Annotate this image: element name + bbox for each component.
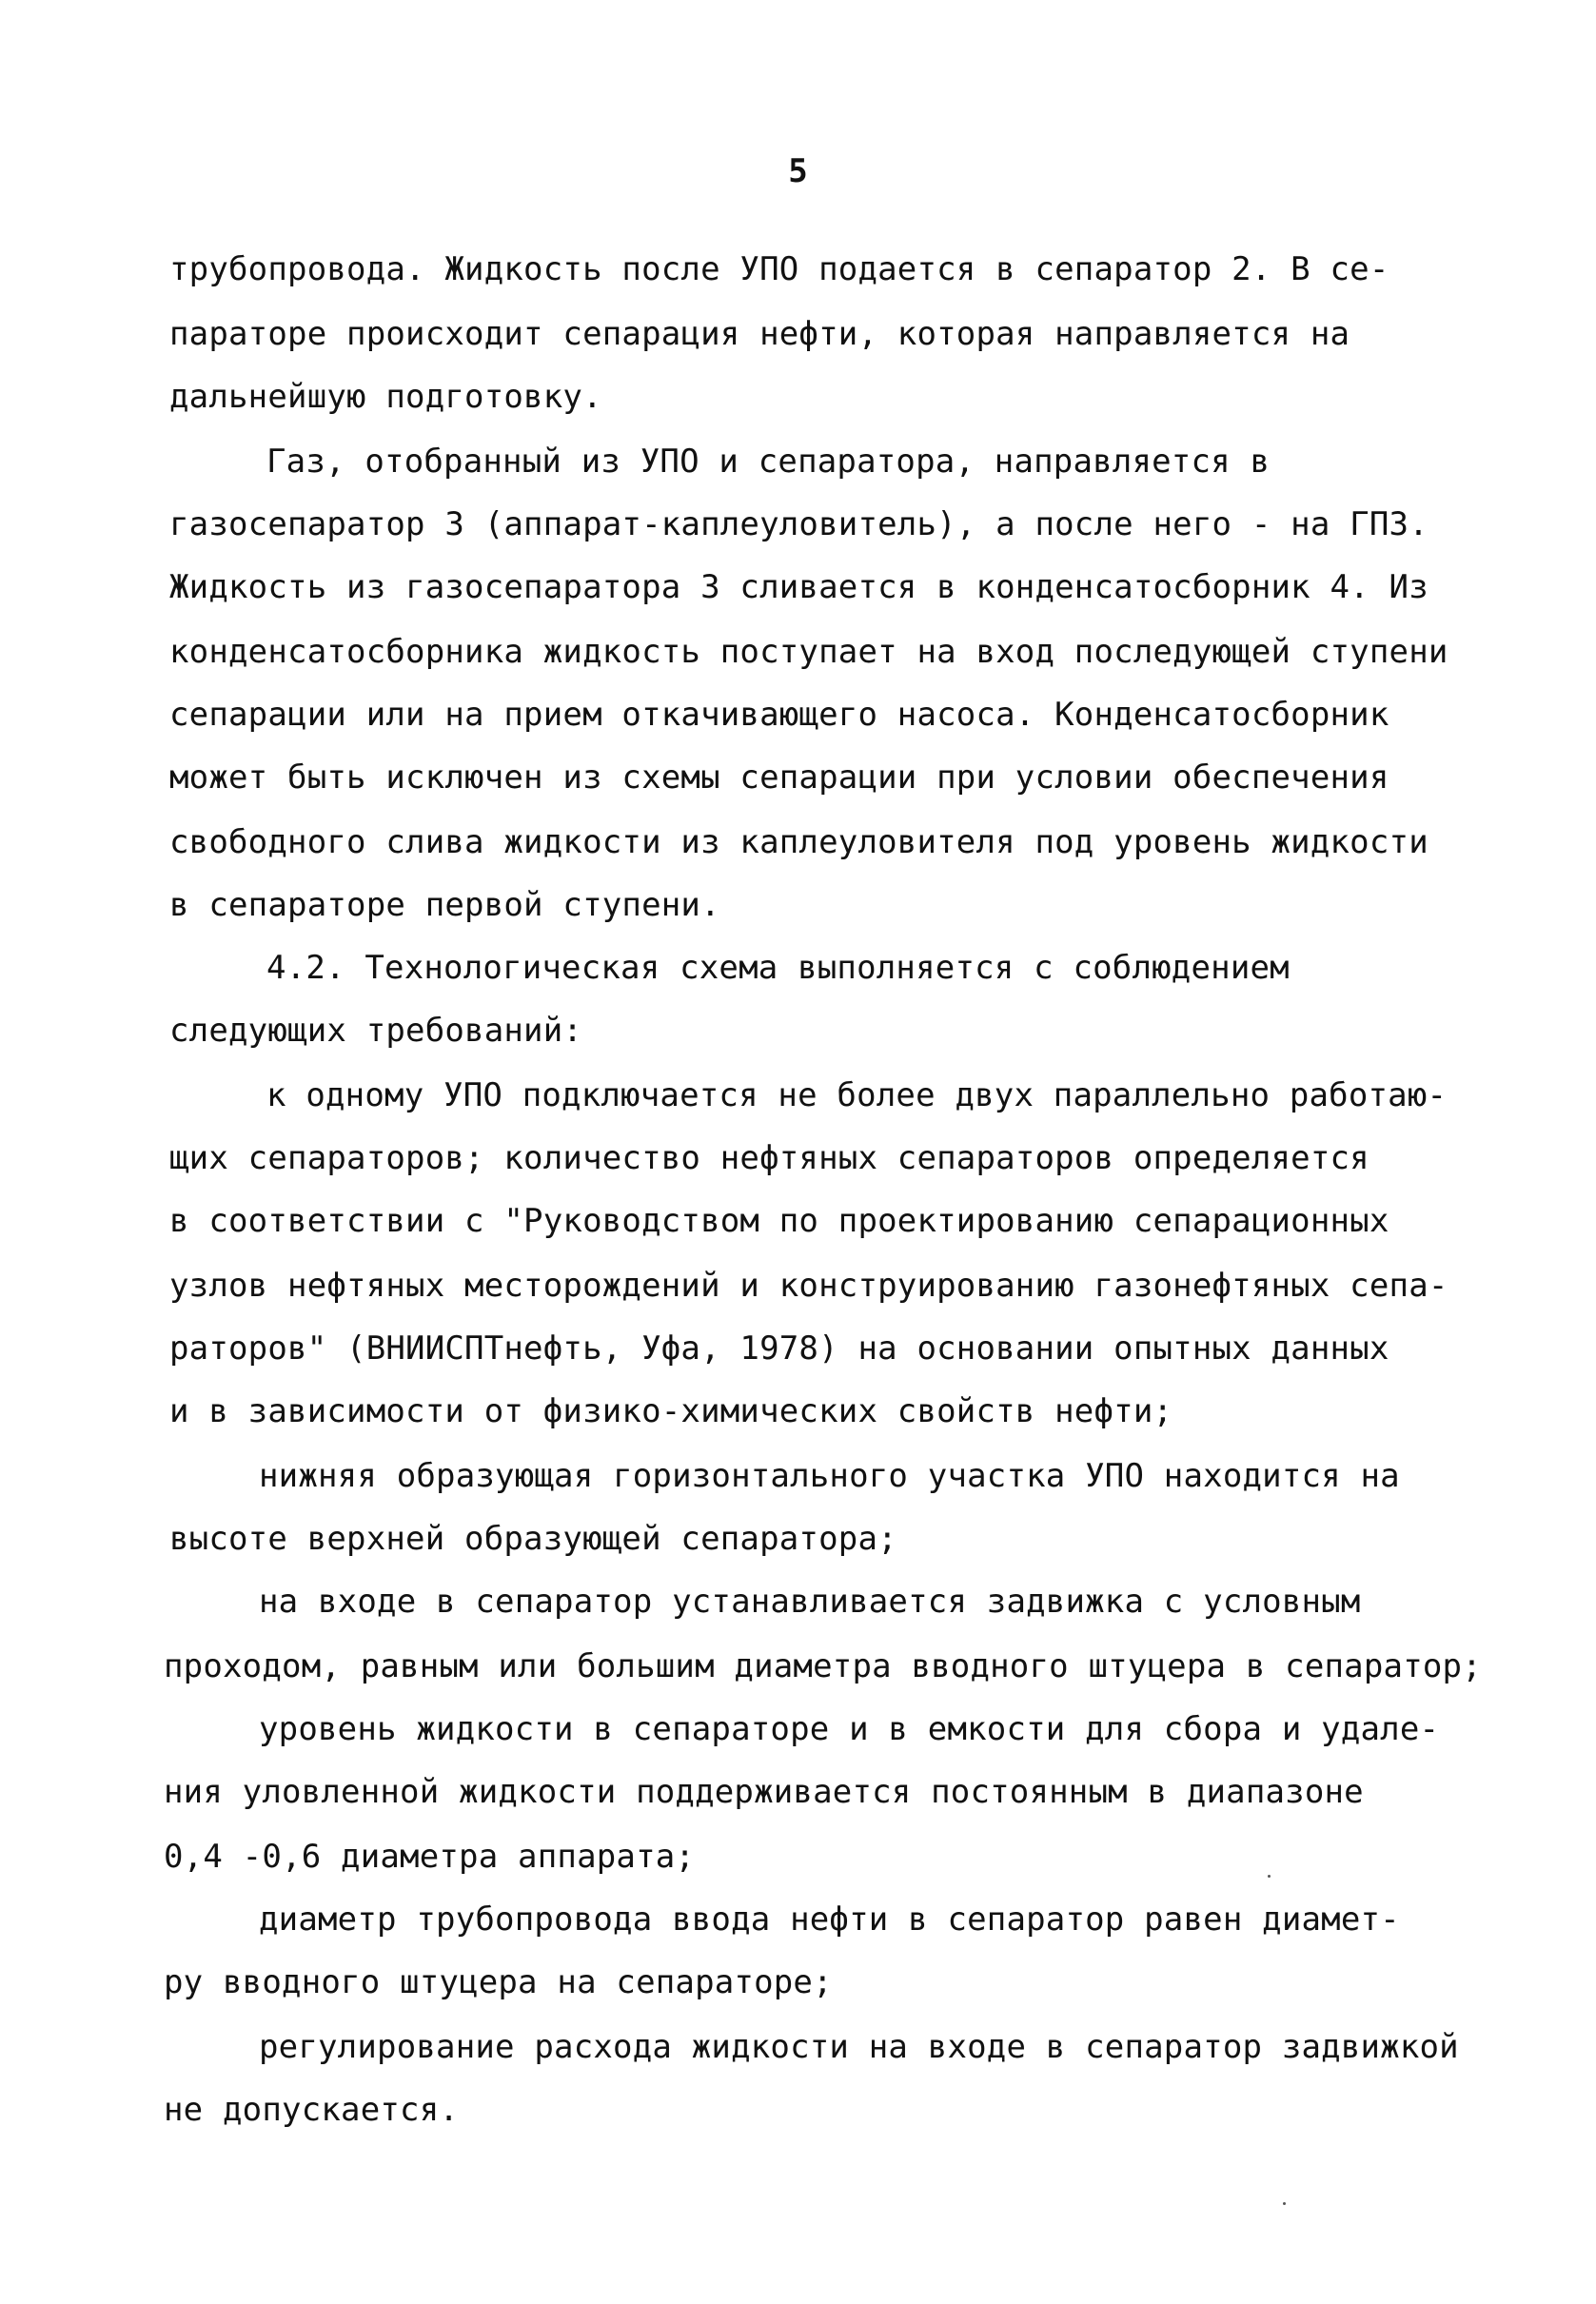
text-line: узлов нефтяных месторождений и конструированию газонефтяных сепа- (169, 1267, 1448, 1305)
text-line: следующих требований: (169, 1012, 583, 1050)
text-line: 0,4 -0,6 диаметра аппарата; (164, 1838, 696, 1876)
text-line: щих сепараторов; количество нефтяных сепараторов определяется (169, 1139, 1369, 1177)
text-line: раторов" (ВНИИСПТнефть, Уфа, 1978) на основании опытных данных (169, 1329, 1389, 1368)
text-line: свободного слива жидкости из каплеуловителя под уровень жидкости (169, 823, 1429, 861)
text-line: проходом, равным или большим диаметра вводного штуцера в сепаратор; (164, 1647, 1482, 1685)
page-number: 5 (788, 152, 808, 190)
text-line: Газ, отобранный из УПО и сепаратора, направляется в (266, 443, 1271, 481)
text-line: нижняя образующая горизонтального участка УПО находится на (259, 1457, 1400, 1495)
text-line: к одному УПО подключается не более двух параллельно работаю- (266, 1076, 1448, 1114)
text-line: регулирование расхода жидкости на входе в сепаратор задвижкой (259, 2028, 1459, 2066)
text-line: и в зависимости от физико-химических свойств нефти; (169, 1392, 1173, 1430)
text-line: сепарации или на прием откачивающего насоса. Конденсатосборник (169, 696, 1389, 734)
text-line: диаметр трубопровода ввода нефти в сепаратор равен диамет- (259, 1900, 1400, 1939)
text-line: может быть исключен из схемы сепарации при условии обеспечения (169, 758, 1389, 797)
text-line: дальнейшую подготовку. (169, 378, 602, 416)
text-line: газосепаратор 3 (аппарат-каплеуловитель), а после него - на ГПЗ. (169, 505, 1429, 543)
text-line: 4.2. Технологическая схема выполняется с соблюдением (266, 949, 1290, 987)
text-line: трубопровода. Жидкость после УПО подается в сепаратор 2. В се- (169, 250, 1389, 288)
text-line: параторе происходит сепарация нефти, которая направляется на (169, 315, 1350, 353)
text-line: уровень жидкости в сепараторе и в емкости для сбора и удале- (259, 1710, 1440, 1748)
text-line: в соответствии с "Руководством по проектированию сепарационных (169, 1202, 1389, 1240)
text-line: ру вводного штуцера на сепараторе; (164, 1963, 833, 2001)
text-line: на входе в сепаратор устанавливается задвижка с условным (259, 1583, 1361, 1621)
text-line: не допускается. (164, 2091, 460, 2129)
text-line: Жидкость из газосепаратора 3 сливается в конденсатосборник 4. Из (169, 568, 1429, 606)
text-line: ния уловленной жидкости поддерживается постоянным в диапазоне (164, 1773, 1364, 1811)
text-line: высоте верхней образующей сепаратора; (169, 1520, 897, 1558)
scan-speck (1283, 2202, 1286, 2205)
scan-speck (1268, 1875, 1271, 1878)
text-line: в сепараторе первой ступени. (169, 886, 720, 924)
text-line: конденсатосборника жидкость поступает на вход последующей ступени (169, 633, 1448, 671)
